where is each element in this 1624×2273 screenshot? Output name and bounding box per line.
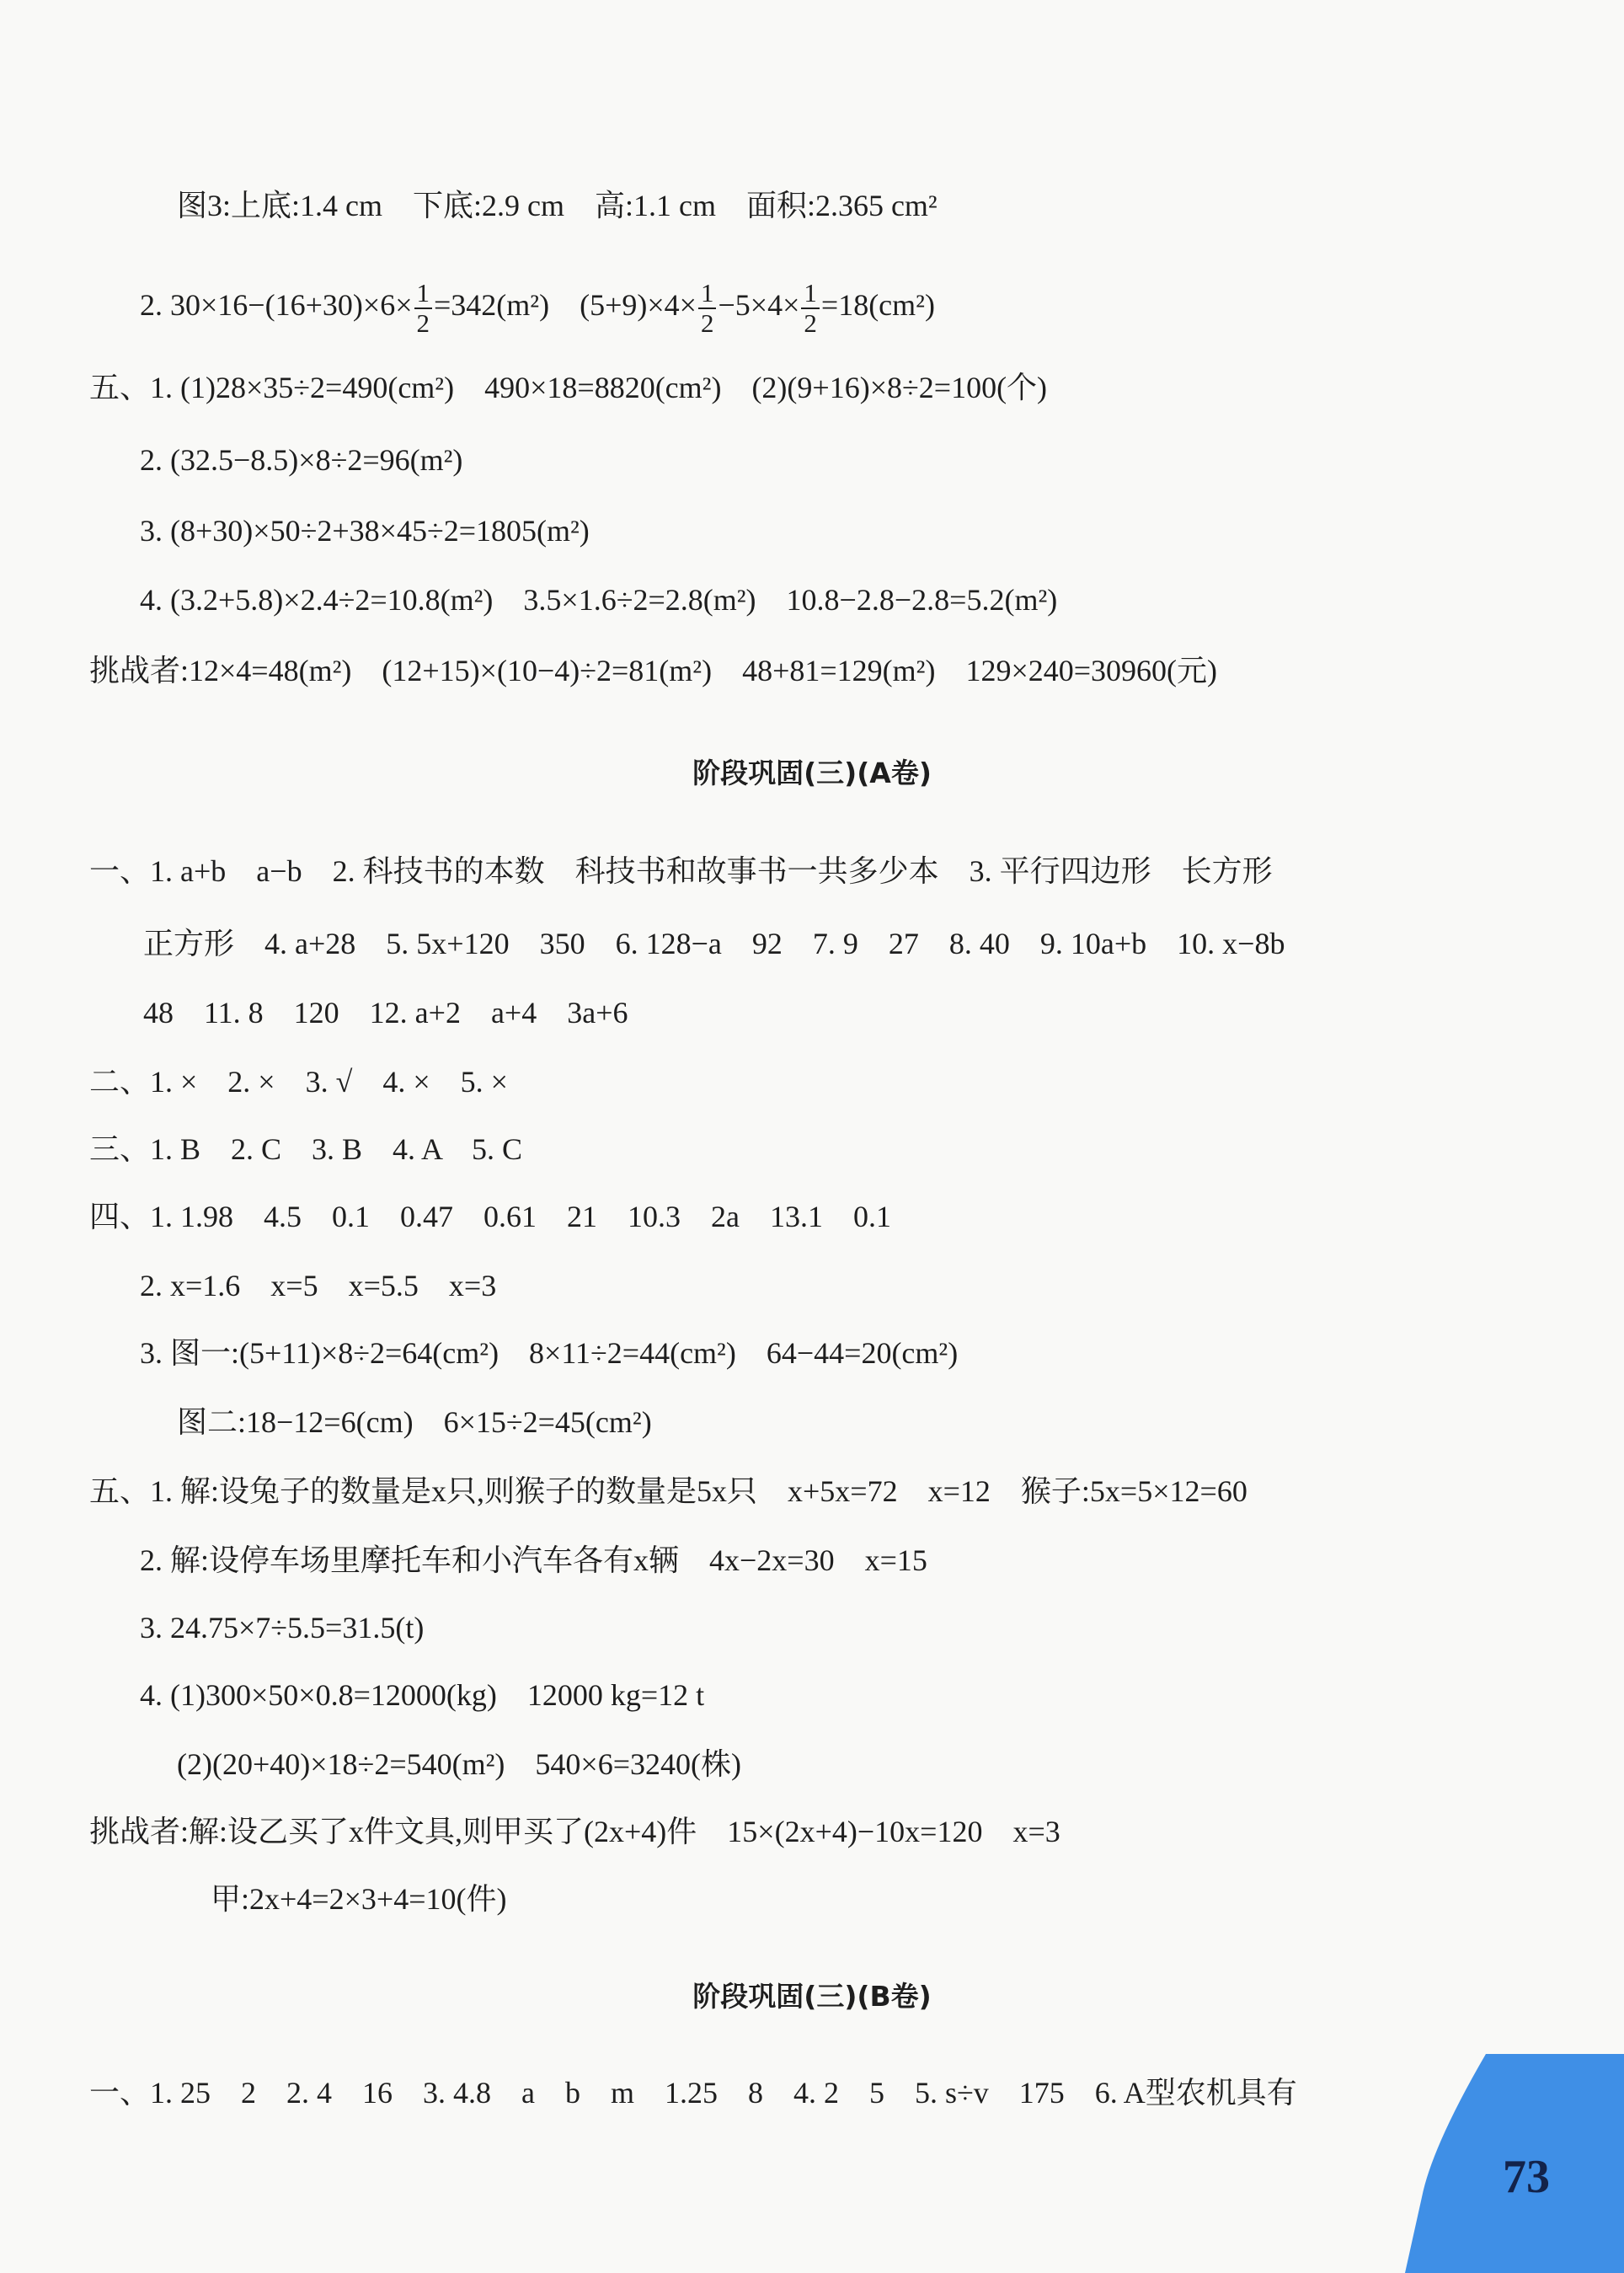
answer-line: 三、1. B 2. C 3. B 4. A 5. C: [89, 1132, 523, 1166]
answer-line: 二、1. × 2. × 3. √ 4. × 5. ×: [89, 1065, 508, 1099]
fraction-half: [414, 279, 433, 338]
answer-line: 2. (32.5−8.5)×8÷2=96(m²): [140, 443, 463, 477]
formula-part: 2. 30×16−(16+30)×6×: [140, 288, 413, 322]
answer-line: 4. (1)300×50×0.8=12000(kg) 12000 kg=12 t: [140, 1678, 705, 1712]
formula-part: =18(cm²): [820, 288, 935, 322]
fraction-denominator: 2: [416, 308, 430, 338]
answer-line: 五、1. (1)28×35÷2=490(cm²) 490×18=8820(cm²) (2)(9+16)×8÷2=100(个): [89, 371, 1048, 404]
fraction-numerator: 1: [698, 279, 717, 309]
answer-line: 图3:上底:1.4 cm 下底:2.9 cm 高:1.1 cm 面积:2.365 cm²: [177, 189, 938, 222]
answer-line: 一、1. a+b a−b 2. 科技书的本数 科技书和故事书一共多少本 3. 平行四边形 长方形: [89, 854, 1273, 888]
answer-line: 一、1. 25 2 2. 4 16 3. 4.8 a b m 1.25 8 4. 2 5 5. s÷v 175 6. A型农机具有: [89, 2076, 1297, 2110]
fraction-denominator: 2: [804, 308, 817, 338]
fraction-half: [698, 279, 717, 338]
answer-line: 正方形 4. a+28 5. 5x+120 350 6. 128−a 92 7. 9 27 8. 40 9. 10a+b 10. x−8b: [143, 927, 1285, 960]
answer-line: 挑战者:12×4=48(m²) (12+15)×(10−4)÷2=81(m²) 48+81=129(m²) 129×240=30960(元): [89, 654, 1218, 687]
formula-part: −5×4×: [718, 288, 800, 322]
answer-line: 五、1. 解:设兔子的数量是x只,则猴子的数量是5x只 x+5x=72 x=12 猴子:5x=5×12=60: [89, 1474, 1247, 1508]
answer-line: 挑战者:解:设乙买了x件文具,则甲买了(2x+4)件 15×(2x+4)−10x=120 x=3: [89, 1815, 1060, 1848]
fraction-denominator: 2: [700, 308, 714, 338]
section-heading: 阶段巩固(三)(A卷): [692, 757, 932, 789]
page-number: 73: [1503, 2151, 1550, 2203]
answer-line: 4. (3.2+5.8)×2.4÷2=10.8(m²) 3.5×1.6÷2=2.8(m²) 10.8−2.8−2.8=5.2(m²): [140, 583, 1058, 617]
answer-line: 2. 解:设停车场里摩托车和小汽车各有x辆 4x−2x=30 x=15: [140, 1543, 927, 1577]
answer-line: 图二:18−12=6(cm) 6×15÷2=45(cm²): [177, 1405, 652, 1439]
answer-line-fractions: [140, 268, 935, 342]
answer-line: (2)(20+40)×18÷2=540(m²) 540×6=3240(株): [177, 1747, 741, 1781]
answer-line: 3. 图一:(5+11)×8÷2=64(cm²) 8×11÷2=44(cm²) 64−44=20(cm²): [140, 1336, 959, 1370]
fraction-numerator: 1: [801, 279, 820, 309]
fraction-half: [801, 279, 820, 338]
formula-part: =342(m²) (5+9)×4×: [434, 288, 697, 322]
answer-line: 四、1. 1.98 4.5 0.1 0.47 0.61 21 10.3 2a 13.1 0.1: [89, 1200, 891, 1233]
answer-line: 3. (8+30)×50÷2+38×45÷2=1805(m²): [140, 514, 590, 548]
section-heading: 阶段巩固(三)(B卷): [692, 1980, 932, 2013]
answer-line: 甲:2x+4=2×3+4=10(件): [211, 1882, 507, 1916]
answer-line: 3. 24.75×7÷5.5=31.5(t): [140, 1611, 425, 1645]
fraction-numerator: 1: [414, 279, 433, 309]
answer-line: 48 11. 8 120 12. a+2 a+4 3a+6: [143, 996, 628, 1030]
answer-line: 2. x=1.6 x=5 x=5.5 x=3: [140, 1269, 497, 1302]
